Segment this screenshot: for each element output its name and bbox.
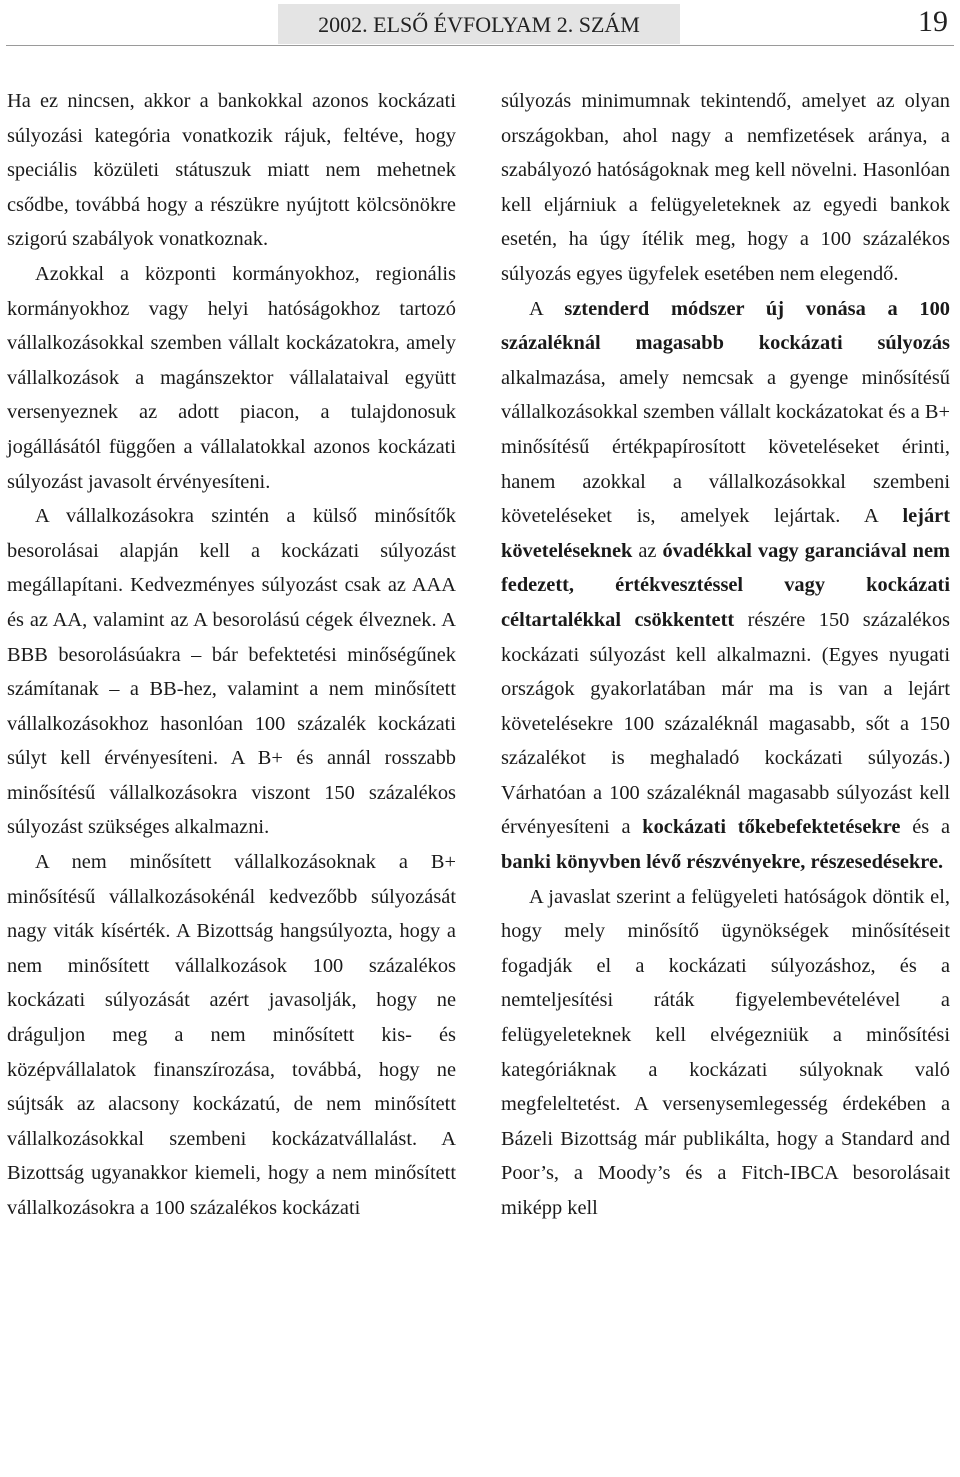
- page-header: [0, 0, 960, 48]
- right-paragraph-3: A javaslat szerint a felügyeleti hatóságok döntik el, hogy mely minősítő ügynökségek minősítéseit fogadják el a kockázati súlyozáshoz, és a nemteljesítési ráták figyelembevételével a felügyeleteknek kell elvégezniük a minősítési kategóriáknak a kockázati súlyoknak való megfeleltetést. A versenysemlegesség érdekében a Bázeli Bizottság már publikálta, hogy a Standard and Poor’s, a Moody’s és a Fitch-IBCA besorolásait miképp kell: [501, 885, 950, 1219]
- header-rule: [6, 45, 954, 46]
- bold-phrase-kockazati-tokebefektetesekre: kockázati tőkebefektetésekre: [642, 816, 901, 839]
- running-title: 2002. ELSŐ ÉVFOLYAM 2. SZÁM: [278, 4, 680, 44]
- left-paragraph-2: Azokkal a központi kormányokhoz, regionális kormányokhoz vagy helyi hatóságokhoz tartozó vállalkozásokkal szemben vállalt kockázatokra, amely vállalkozások a magánszektor vállalataival együtt versenyeznek az adott piacon, a tulajdonosuk jogállásától függően a vállalatokkal azonos kockázati súlyozást javasolt érvényesíteni.: [7, 262, 456, 493]
- text-run: az: [632, 539, 663, 562]
- bold-phrase-sztenderd-modszer: sztenderd módszer új vonása a 100 százaléknál magasabb kockázati súlyozás: [501, 297, 950, 355]
- right-paragraph-2: [501, 292, 950, 880]
- bold-phrase-banki-konyvben: banki könyvben lévő részvényekre, részesedésekre.: [501, 851, 944, 874]
- bold-phrase-ovadekkal: óvadékkal vagy garanciával nem fedezett, értékvesztéssel vagy kockázati céltartalékkal csökkentett: [501, 539, 950, 631]
- left-paragraph-3: A vállalkozásokra szintén a külső minősítők besorolásai alapján kell a kockázati súlyozást megállapítani. Kedvezményes súlyozást csak az AAA és az AA, valamint az A besorolású cégek élveznek. A BBB besorolásúakra – bár befektetési minőségűnek számítanak – a BB-hez, valamint a nem minősített vállalkozásokhoz hasonlóan 100 százalék kockázati súlyt kell érvényesíteni. A B+ és annál rosszabb minősítésű vállalkozásokra viszont 150 százalékos súlyozást szükséges alkalmazni.: [7, 505, 456, 839]
- page-number: 19: [918, 5, 948, 38]
- text-run: részére 150 százalékos kockázati súlyozást kell alkalmazni. (Egyes nyugati országok gyakorlatában már ma is van a lejárt követelésekre 100 százaléknál magasabb, sőt a 150 százalékot is meghaladó kockázati súlyozás.) Várhatóan a 100 százaléknál magasabb súlyozást kell érvényesíteni a: [501, 608, 950, 839]
- text-run: alkalmazása, amely nemcsak a gyenge minősítésű vállalkozásokkal szemben vállalt kockázatokat és a B+ minősítésű értékpapírosított követeléseket érinti, hanem azokkal a vállalkozásokkal szembeni követeléseket is, amelyek lejártak. A: [501, 366, 950, 528]
- left-paragraph-4: A nem minősített vállalkozásoknak a B+ minősítésű vállalkozásokénál kedvezőbb súlyozását nagy viták kísérték. A Bizottság hangsúlyozta, hogy a nem minősített vállalkozások 100 százalékos kockázati súlyozását azért javasolják, hogy ne dráguljon meg a nem minősített kis- és középvállalatok finanszírozása, továbbá, hogy ne sújtsák az alacsony kockázatú, de nem minősített vállalkozásokkal szembeni kockázatvállalást. A Bizottság ugyanakkor kiemeli, hogy a nem minősített vállalkozásokra a 100 százalékos kockázati: [7, 851, 456, 1219]
- text-run: A: [529, 297, 565, 320]
- right-paragraph-1: súlyozás minimumnak tekintendő, amelyet az olyan országokban, ahol nagy a nemfizetések aránya, a szabályozó hatóságoknak meg kell növelni. Hasonlóan kell eljárniuk a felügyeleteknek az egyedi bankok esetén, ha úgy ítélik meg, hogy a 100 százalékos súlyozás egyes ügyfelek esetében nem elegendő.: [501, 90, 950, 285]
- text-run: és a: [900, 816, 950, 839]
- left-paragraph-1: Ha ez nincsen, akkor a bankokkal azonos kockázati súlyozási kategória vonatkozik rájuk, feltéve, hogy speciális közületi státuszuk miatt nem mehetnek csődbe, továbbá hogy a részükre nyújtott kölcsönökre szigorú szabályok vonatkoznak.: [7, 90, 456, 251]
- right-column: [501, 84, 950, 1226]
- bold-phrase-lejart-koveteleseknek: lejárt követeléseknek: [501, 505, 950, 562]
- left-column: [7, 84, 456, 1226]
